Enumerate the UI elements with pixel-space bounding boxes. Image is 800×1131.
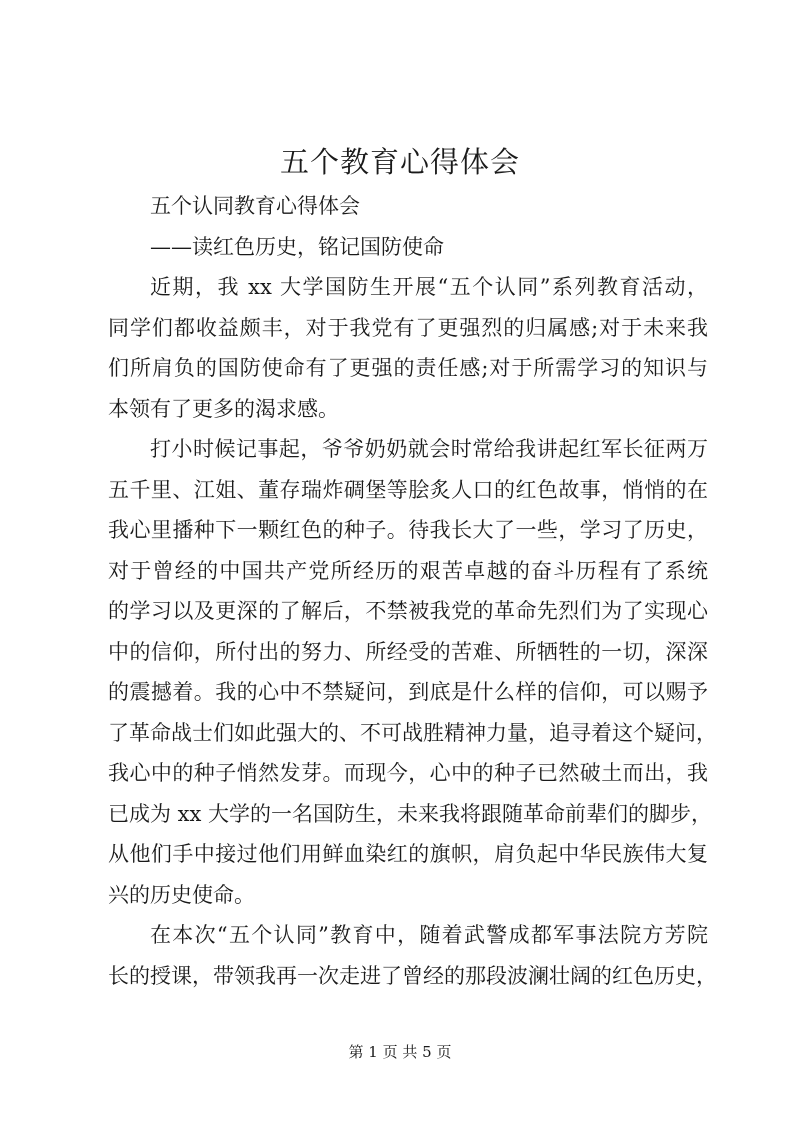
- subtitle-line: 五个认同教育心得体会: [150, 194, 360, 218]
- paragraph-line: 近期，我 xx 大学国防生开展“五个认同”系列教育活动，: [150, 275, 708, 299]
- paragraph-line: 们所肩负的国防使命有了更强的责任感;对于所需学习的知识与: [108, 356, 708, 380]
- paragraph-line: 同学们都收益颇丰，对于我党有了更强烈的归属感;对于未来我: [108, 315, 708, 340]
- paragraph-line: 已成为 xx 大学的一名国防生，未来我将跟随革命前辈们的脚步，: [108, 801, 713, 826]
- document-title: 五个教育心得体会: [279, 145, 520, 179]
- paragraph-line: 我心中的种子悄然发芽。而现今，心中的种子已然破土而出，我: [108, 761, 708, 785]
- paragraph-line: 对于曾经的中国共产党所经历的艰苦卓越的奋斗历程有了系统: [108, 558, 708, 583]
- page-number-footer: 第 1 页 共 5 页: [348, 1043, 452, 1061]
- paragraph-line: 我心里播种下一颗红色的种子。待我长大了一些，学习了历史，: [108, 518, 708, 542]
- paragraph-line: 本领有了更多的渴求感。: [108, 396, 339, 421]
- subtitle-line: ——读红色历史，铭记国防使命: [150, 234, 444, 259]
- paragraph-line: 长的授课，带领我再一次走进了曾经的那段波澜壮阔的红色历史，: [108, 963, 717, 988]
- paragraph-line: 五千里、江姐、董存瑞炸碉堡等脍炙人口的红色故事，悄悄的在: [108, 477, 708, 502]
- document-body: [108, 186, 717, 996]
- paragraph-line: 中的信仰，所付出的努力、所经受的苦难、所牺牲的一切，深深: [108, 639, 708, 664]
- paragraph-line: 的学习以及更深的了解后，不禁被我党的革命先烈们为了实现心: [108, 599, 708, 623]
- paragraph-line: 兴的历史使命。: [108, 882, 255, 907]
- paragraph-line: 在本次“五个认同”教育中，随着武警成都军事法院方芳院: [150, 923, 708, 947]
- paragraph-line: 从他们手中接过他们用鲜血染红的旗帜，肩负起中华民族伟大复: [108, 842, 708, 866]
- paragraph-line: 的震撼着。我的心中不禁疑问，到底是什么样的信仰，可以赐予: [108, 680, 708, 704]
- paragraph-line: 了革命战士们如此强大的、不可战胜精神力量，追寻着这个疑问，: [108, 720, 717, 745]
- paragraph-line: 打小时候记事起，爷爷奶奶就会时常给我讲起红军长征两万: [150, 437, 708, 461]
